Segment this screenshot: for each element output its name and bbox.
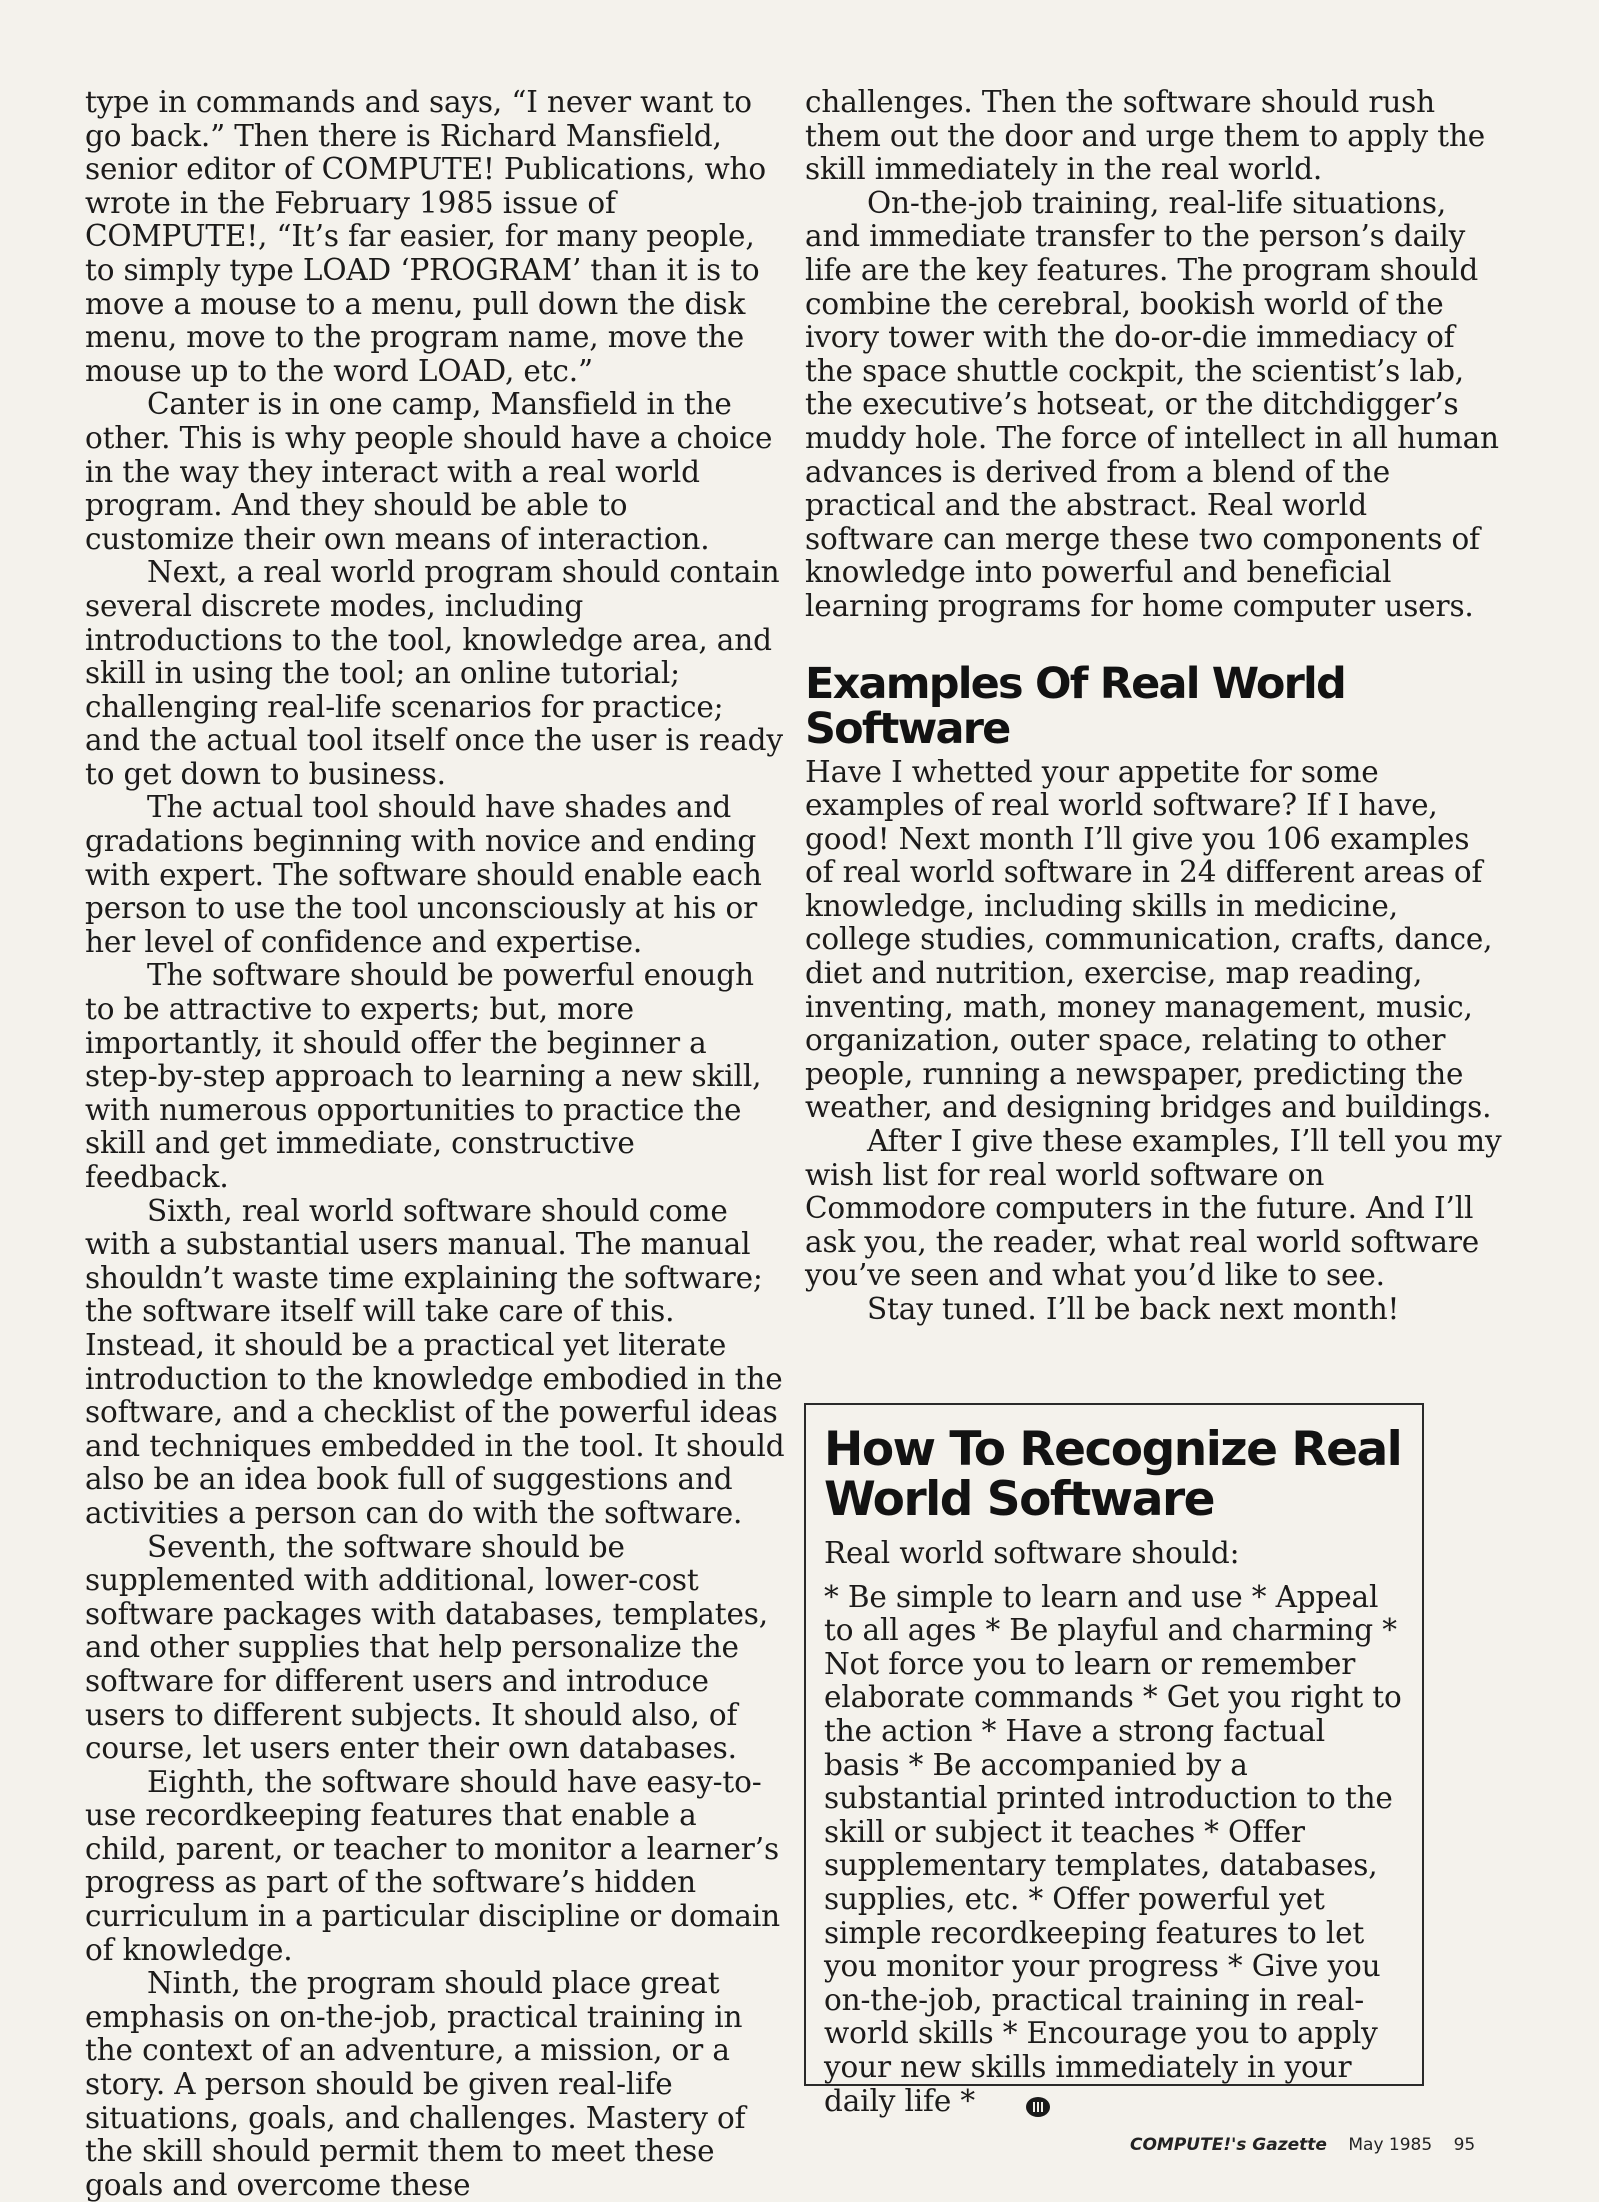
paragraph: The software should be powerful enough to be attractive to experts; but, more importantly, it should offer the beginner a step-by-step approach to learning a new skill, with numerous opportunities to practice the skill and get immediate, constructive feedback. — [85, 958, 762, 1194]
paragraph: type in commands and says, “I never want to go back.” Then there is Richard Mansfield, senior editor of COMPUTE! Publications, who wrote in the February 1985 issue of COMPUTE!, “It’s far easier, for many people, to simply type LOAD ‘PROGRAM’ than it is to move a mouse to a menu, pull down the disk menu, move to the program name, move the mouse up to the word LOAD, etc.” — [85, 85, 767, 388]
sidebar-body — [824, 1581, 1408, 2119]
paragraph: The actual tool should have shades and gradations beginning with novice and ending with expert. The software should enable each person to use the tool unconsciously at his or her level of confidence and expertise. — [85, 790, 762, 959]
paragraph: Stay tuned. I’ll be back next month! — [867, 1292, 1400, 1326]
paragraph: On-the-job training, real-life situations, and immediate transfer to the person’s daily life are the key features. The program should combine the cerebral, bookish world of the ivory tower with the do-or-die immediacy of the space shuttle cockpit, the scientist’s lab, the executive’s hotseat, or the ditchdigger’s muddy hole. The force of intellect in all human advances is derived from a blend of the practical and the abstract. Real world software can merge these two components of knowledge into powerful and beneficial learning programs for home computer users. — [805, 185, 1499, 623]
paragraph: Next, a real world program should contain several discrete modes, including introductions to the tool, knowledge area, and skill in using the tool; an online tutorial; challenging real-life scenarios for practice; and the actual tool itself once the user is ready to get down to business. — [85, 555, 783, 791]
page-footer — [1130, 2135, 1491, 2155]
paragraph: Have I whetted your appetite for some examples of real world software? If I have, good! Next month I’ll give you 106 examples of real world software in 24 different areas of knowledge, including skills in medicine, college studies, communication, crafts, dance, diet and nutrition, exercise, map reading, inventing, math, money management, music, organization, outer space, relating to other people, running a newspaper, predicting the weather, and designing bridges and buildings. — [805, 754, 1493, 1125]
paragraph: Seventh, the software should be supplemented with additional, lower-cost software packages with databases, templates, and other supplies that help personalize the software for different users and introduce users to different subjects. It should also, of course, let users enter their own databases. — [85, 1529, 768, 1766]
left-column — [85, 86, 785, 2202]
paragraph: Sixth, real world software should come with a substantial users manual. The manual shouldn’t waste time explaining the software; the software itself will take care of this. Instead, it should be a practical yet literate introduction to the knowledge embodied in the software, and a checklist of the powerful ideas and techniques embedded in the tool. It should also be an idea book full of suggestions and activities a person can do with the software. — [85, 1193, 785, 1530]
sidebar-box — [804, 1403, 1424, 2118]
footer-magazine: COMPUTE!'s Gazette — [1130, 2135, 1327, 2155]
paragraph: Eighth, the software should have easy-to-use recordkeeping features that enable a child, parent, or teacher to monitor a learner’s progress as part of the software’s hidden curriculum in a particular discipline or domain of knowledge. — [85, 1764, 780, 1967]
footer-page-number: 95 — [1453, 2135, 1476, 2155]
section-heading: Examples Of Real World Software — [805, 658, 1345, 754]
right-column — [805, 86, 1505, 1327]
footer-issue: May 1985 — [1348, 2135, 1433, 2155]
paragraph: Canter is in one camp, Mansfield in the other. This is why people should have a choice in the way they interact with a real world program. And they should be able to customize their own means of interaction. — [85, 387, 773, 556]
paragraph: After I give these examples, I’ll tell you my wish list for real world software on Commodore computers in the future. And I’ll ask you, the reader, what real world software you’ve seen and what you’d like to see. — [805, 1124, 1502, 1293]
sidebar-title: How To Recognize Real World Software — [824, 1422, 1402, 1527]
sidebar-lead: Real world software should: — [824, 1536, 1240, 1570]
sidebar-body-text: * Be simple to learn and use * Appeal to all ages * Be playful and charming * Not force you to learn or remember elaborate commands * Get you right to the action * Have a strong factual basis * Be accompanied by a substantial printed introduction to the skill or subject it teaches * Offer supplementary templates, databases, supplies, etc. * Offer powerful yet simple recordkeeping features to let you monitor your progress * Give you on-the-job, practical training in real-world skills * Encourage you to apply your new skills immediately in your daily life * — [824, 1579, 1402, 2118]
compute-logo-icon — [1025, 2092, 1051, 2114]
paragraph: challenges. Then the software should rush them out the door and urge them to apply the skill immediately in the real world. — [805, 85, 1486, 187]
paragraph: Ninth, the program should place great emphasis on on-the-job, practical training in the context of an adventure, a mission, or a story. A person should be given real-life situations, goals, and challenges. Mastery of the skill should permit them to meet these goals and overcome these — [85, 1966, 746, 2202]
